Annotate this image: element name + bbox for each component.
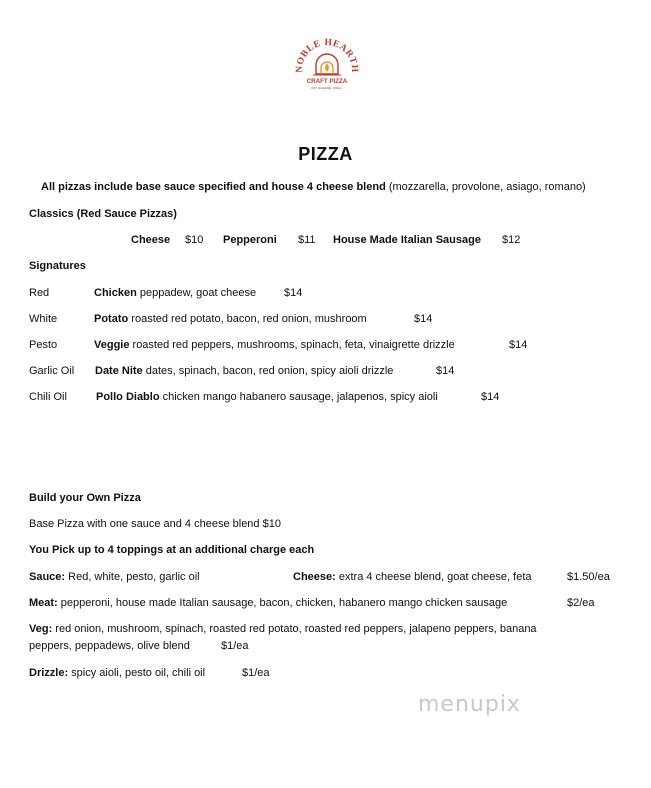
signature-name: Chicken bbox=[94, 287, 137, 299]
byo-pick: You Pick up to 4 toppings at an additional charge each bbox=[29, 544, 315, 556]
topping-veg-cont: peppers, peppadews, olive blend bbox=[29, 640, 190, 652]
signature-sauce: Garlic Oil bbox=[29, 365, 75, 377]
topping-list: Red, white, pesto, garlic oil bbox=[65, 571, 200, 583]
signature-sauce: White bbox=[29, 313, 58, 325]
signature-price: $14 bbox=[284, 287, 303, 299]
intro-line bbox=[41, 181, 586, 193]
signature-item bbox=[94, 339, 455, 351]
topping-list: extra 4 cheese blend, goat cheese, feta bbox=[335, 571, 532, 583]
svg-text:CRAFT PIZZA: CRAFT PIZZA bbox=[306, 78, 348, 85]
signature-item bbox=[94, 313, 367, 325]
topping-label: Sauce: bbox=[29, 571, 66, 583]
logo-graphic bbox=[294, 32, 360, 96]
topping-list: spicy aioli, pesto oil, chili oil bbox=[68, 667, 206, 679]
topping-price: $1/ea bbox=[221, 640, 249, 652]
signature-name: Veggie bbox=[94, 339, 130, 351]
topping-list: pepperoni, house made Italian sausage, bacon, chicken, habanero mango chicken sausage bbox=[57, 597, 508, 609]
topping-label: Meat: bbox=[29, 597, 58, 609]
topping-meat bbox=[29, 597, 507, 609]
topping-label: Drizzle: bbox=[29, 667, 69, 679]
svg-text:NOBLE HEARTH: NOBLE HEARTH bbox=[294, 37, 360, 74]
signature-desc: chicken mango habanero sausage, jalapenos, spicy aioli bbox=[159, 391, 438, 403]
signature-item bbox=[96, 391, 438, 403]
classics-header: Classics (Red Sauce Pizzas) bbox=[29, 208, 177, 220]
classic-price: $11 bbox=[298, 234, 316, 246]
signature-sauce: Pesto bbox=[29, 339, 58, 351]
classic-item bbox=[131, 234, 170, 246]
signature-price: $14 bbox=[509, 339, 528, 351]
classic-item bbox=[333, 234, 481, 246]
topping-price: $1/ea bbox=[242, 667, 270, 679]
topping-cheese bbox=[293, 571, 532, 583]
classic-price: $12 bbox=[502, 234, 521, 246]
svg-text:EST. EUGENE, OREG.: EST. EUGENE, OREG. bbox=[311, 86, 343, 90]
topping-price: $1.50/ea bbox=[567, 571, 610, 583]
signature-desc: dates, spinach, bacon, red onion, spicy aioli drizzle bbox=[142, 365, 394, 377]
signature-item bbox=[95, 365, 393, 377]
noble-hearth-logo bbox=[294, 32, 360, 96]
byo-header: Build your Own Pizza bbox=[29, 492, 141, 504]
classic-price: $10 bbox=[185, 234, 204, 246]
byo-base: Base Pizza with one sauce and 4 cheese blend $10 bbox=[29, 518, 281, 530]
classic-name: House Made Italian Sausage bbox=[333, 234, 481, 246]
signature-price: $14 bbox=[436, 365, 455, 377]
topping-price: $2/ea bbox=[567, 597, 595, 609]
topping-drizzle bbox=[29, 667, 205, 679]
topping-list: red onion, mushroom, spinach, roasted red potato, roasted red peppers, jalapeno peppers, banana bbox=[52, 623, 537, 635]
page-title: PIZZA bbox=[298, 144, 353, 164]
classic-name: Cheese bbox=[131, 234, 171, 246]
signature-sauce: Red bbox=[29, 287, 50, 299]
classic-name: Pepperoni bbox=[223, 234, 277, 246]
signature-sauce: Chili Oil bbox=[29, 391, 67, 403]
signature-price: $14 bbox=[481, 391, 500, 403]
signature-desc: peppadew, goat cheese bbox=[136, 287, 257, 299]
signature-desc: roasted red potato, bacon, red onion, mushroom bbox=[128, 313, 367, 325]
topping-label: Cheese: bbox=[293, 571, 336, 583]
signature-item bbox=[94, 287, 256, 299]
classic-item bbox=[223, 234, 277, 246]
signature-name: Date Nite bbox=[95, 365, 143, 377]
topping-sauce bbox=[29, 571, 200, 583]
signature-name: Potato bbox=[94, 313, 129, 325]
signature-name: Pollo Diablo bbox=[96, 391, 160, 403]
intro-rest: (mozzarella, provolone, asiago, romano) bbox=[385, 181, 586, 193]
intro-bold: All pizzas include base sauce specified and house 4 cheese blend bbox=[41, 181, 386, 193]
signatures-header: Signatures bbox=[29, 260, 86, 272]
topping-veg bbox=[29, 623, 537, 635]
signature-desc: roasted red peppers, mushrooms, spinach, feta, vinaigrette drizzle bbox=[129, 339, 455, 351]
menupix-watermark: menupix bbox=[418, 692, 521, 717]
signature-price: $14 bbox=[414, 313, 433, 325]
topping-label: Veg: bbox=[29, 623, 53, 635]
